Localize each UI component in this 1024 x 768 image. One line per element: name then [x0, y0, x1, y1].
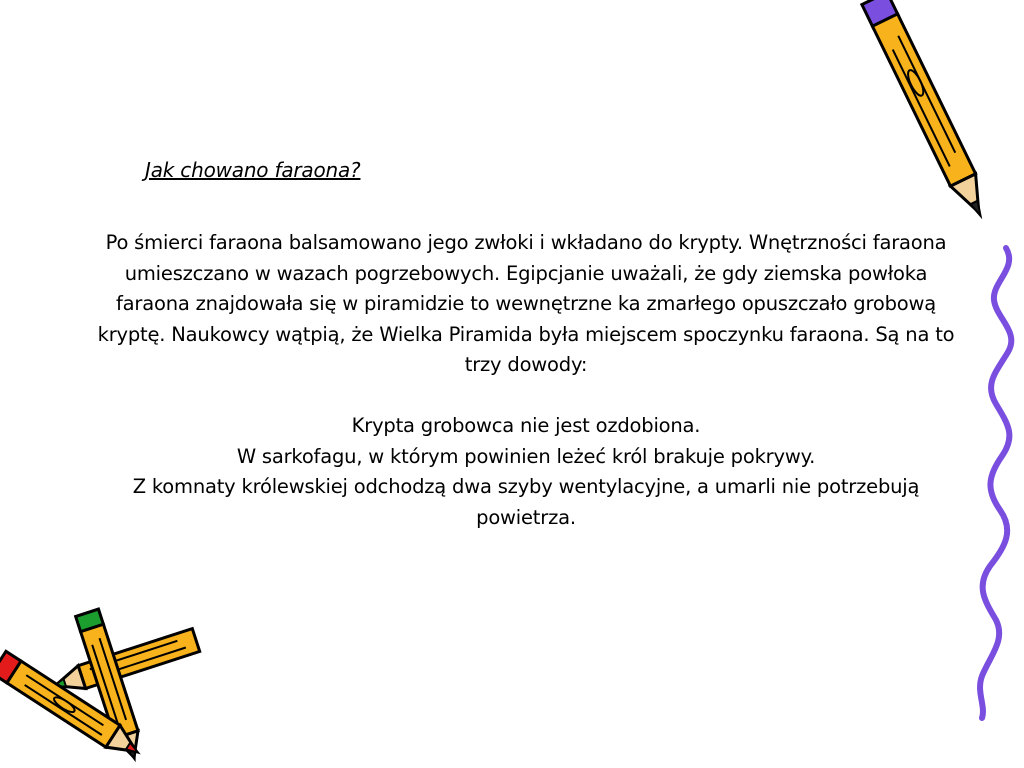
- evidence-item-2: W sarkofagu, w którym powinien leżeć król brakuje pokrywy.: [236, 444, 816, 468]
- evidence-item-1: Krypta grobowca nie jest ozdobiona.: [351, 414, 701, 437]
- slide-title: Jak chowano faraona?: [145, 158, 361, 182]
- evidence-item-3: Z komnaty królewskiej odchodzą dwa szyby wentylacyjne, a umarli nie potrzebują powietrza.: [132, 475, 920, 529]
- body-paragraph: Po śmierci faraona balsamowano jego zwłoki i wkładano do krypty. Wnętrzności faraona umieszczano w wazach pogrzebowych. Egipcjanie uważali, że gdy ziemska powłoka faraona znajdowała się w piramidzie to wewnętrzne ka zmarłego opuszczało grobową kryptę. Naukowcy wątpią, że Wielka Piramida była miejscem spoczynku faraona. Są na to trzy dowody:: [97, 231, 955, 376]
- purple-squiggle-decoration: [980, 248, 1011, 718]
- top-right-pencil-icon: [862, 0, 993, 222]
